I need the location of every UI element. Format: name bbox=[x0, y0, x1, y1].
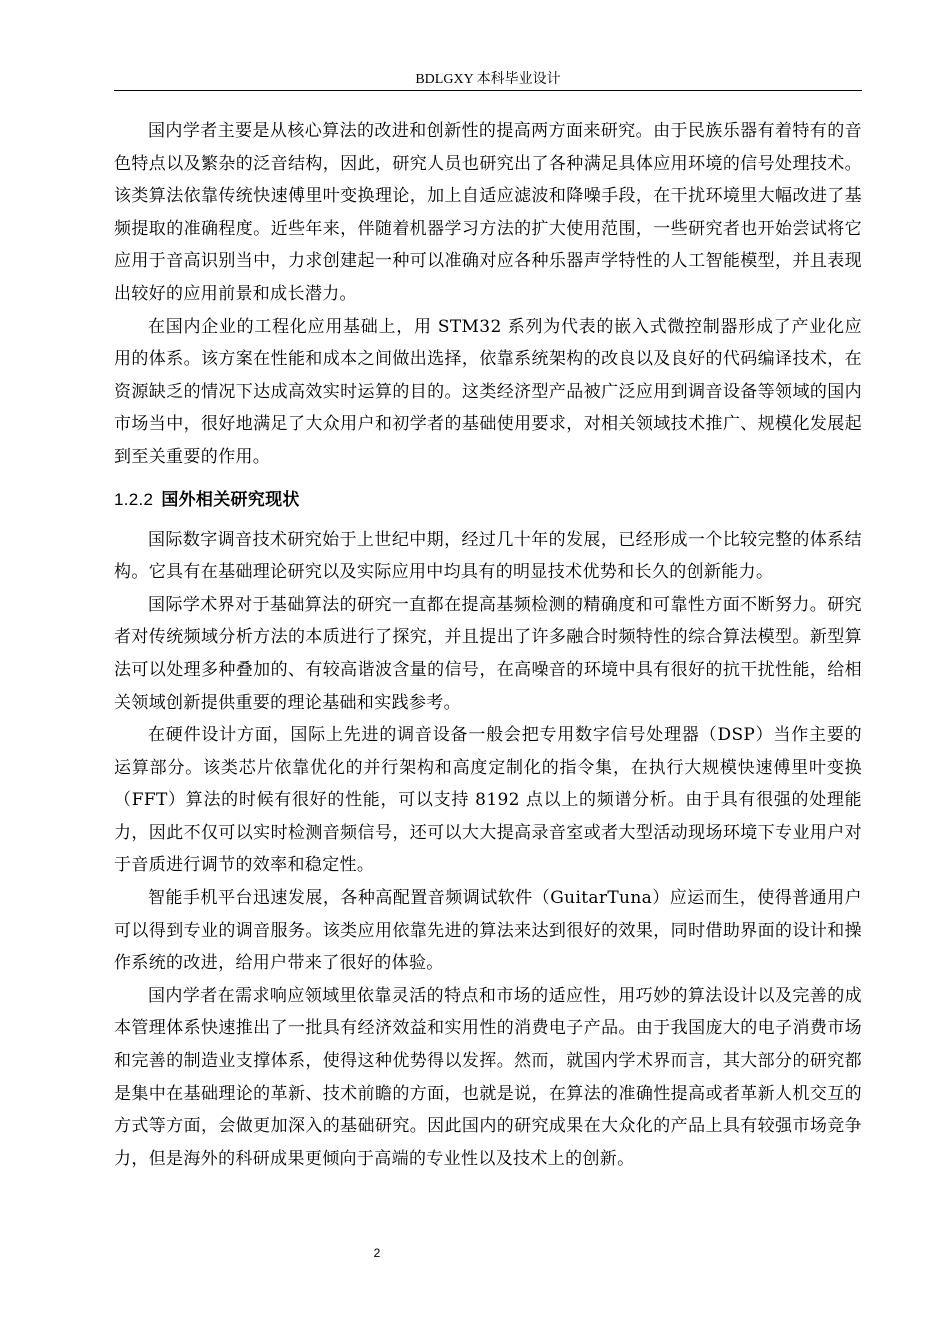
paragraph: 在硬件设计方面，国际上先进的调音设备一般会把专用数字信号处理器（DSP）当作主要的运算部分。该类芯片依靠优化的并行架构和高度定制化的指令集，在执行大规模快速傅里叶变换（FFT）算法的时候有很好的性能，可以支持 8192 点以上的频谱分析。由于具有很强的处理能力，因此不仅可以实时检测音频信号，还可以大大提高录音室或者大型活动现场环境下专业用户对于音质进行调节的效率和稳定性。 bbox=[114, 725, 862, 876]
section-heading bbox=[114, 484, 862, 516]
paragraph: 国际学术界对于基础算法的研究一直都在提高基频检测的精确度和可靠性方面不断努力。研究者对传统频域分析方法的本质进行了探究，并且提出了许多融合时频特性的综合算法模型。新型算法可以处理多种叠加的、有较高谐波含量的信号，在高噪音的环境中具有很好的抗干扰性能，给相关领域创新提供重要的理论基础和实践参考。 bbox=[114, 594, 862, 713]
page-header: BDLGXY 本科毕业设计 bbox=[415, 72, 561, 87]
paragraph: 国内学者主要是从核心算法的改进和创新性的提高两方面来研究。由于民族乐器有着特有的音色特点以及繁杂的泛音结构，因此，研究人员也研究出了各种满足具体应用环境的信号处理技术。该类算法依靠传统快速傅里叶变换理论，加上自适应滤波和降噪手段，在干扰环境里大幅改进了基频提取的准确程度。近些年来，伴随着机器学习方法的扩大使用范围，一些研究者也开始尝试将它应用于音高识别当中，力求创建起一种可以准确对应各种乐器声学特性的人工智能模型，并且表现出较好的应用前景和成长潜力。 bbox=[114, 121, 862, 304]
paragraph: 智能手机平台迅速发展，各种高配置音频调试软件（GuitarTuna）应运而生，使得普通用户可以得到专业的调音服务。该类应用依靠先进的算法来达到很好的效果，同时借助界面的设计和操作系统的改进，给用户带来了很好的体验。 bbox=[114, 888, 862, 974]
paragraph: 在国内企业的工程化应用基础上，用 STM32 系列为代表的嵌入式微控制器形成了产业化应用的体系。该方案在性能和成本之间做出选择，依靠系统架构的改良以及良好的代码编译技术，在资源缺乏的情况下达成高效实时运算的目的。这类经济型产品被广泛应用到调音设备等领域的国内市场当中，很好地满足了大众用户和初学者的基础使用要求，对相关领域技术推广、规模化发展起到至关重要的作用。 bbox=[114, 316, 862, 467]
section-number: 1.2.2 bbox=[114, 489, 154, 509]
paragraph: 国内学者在需求响应领域里依靠灵活的特点和市场的适应性，用巧妙的算法设计以及完善的成本管理体系快速推出了一批具有经济效益和实用性的消费电子产品。由于我国庞大的电子消费市场和完善的制造业支撑体系，使得这种优势得以发挥。然而，就国内学术界而言，其大部分的研究都是集中在基础理论的革新、技术前瞻的方面，也就是说，在算法的准确性提高或者革新人机交互的方式等方面，会做更加深入的基础研究。因此国内的研究成果在大众化的产品上具有较强市场竞争力，但是海外的科研成果更倾向于高端的专业性以及技术上的创新。 bbox=[114, 985, 862, 1169]
page-number: 2 bbox=[373, 1246, 381, 1260]
section-title: 国外相关研究现状 bbox=[161, 489, 300, 510]
header-divider bbox=[114, 90, 862, 91]
paragraph: 国际数字调音技术研究始于上世纪中期，经过几十年的发展，已经形成一个比较完整的体系结构。它具有在基础理论研究以及实际应用中均具有的明显技术优势和长久的创新能力。 bbox=[114, 529, 862, 583]
document-body bbox=[114, 115, 862, 1175]
